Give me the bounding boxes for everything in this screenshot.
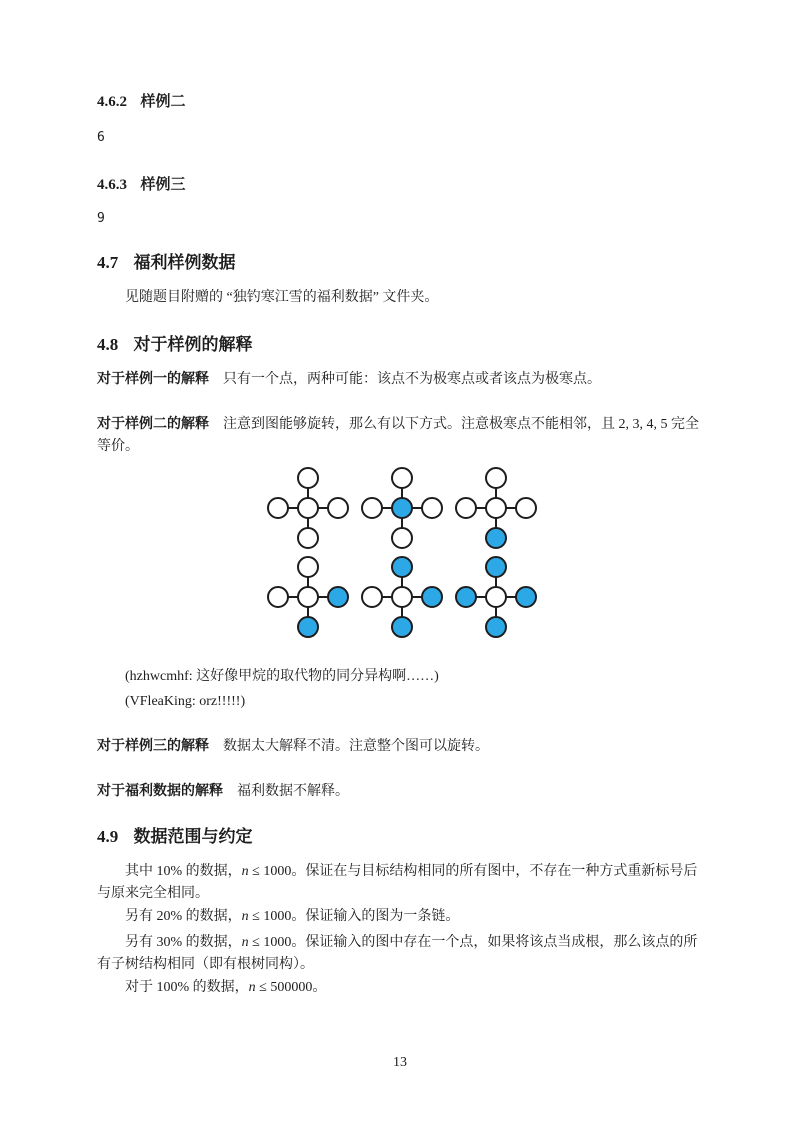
isomer-diagram: [264, 466, 540, 639]
star-graph-3: [452, 466, 540, 550]
star-graph-1: [264, 466, 352, 550]
remark-hzhwcmhf: (hzhwcmhf: 这好像甲烷的取代物的同分异构啊……): [125, 669, 439, 684]
constraint-text: ≤ 500000。: [255, 980, 327, 996]
star-graph-5: [358, 555, 446, 639]
bottom-node-cold: [298, 617, 318, 637]
subsection-number: 4.6.2: [97, 94, 127, 110]
subsection-title: 样例三: [140, 176, 186, 193]
explanation-label: 对于样例二的解释: [97, 417, 209, 432]
bottom-node-cold: [486, 528, 506, 548]
star-graph-4: [264, 555, 352, 639]
explanation-text: 福利数据不解释。: [237, 784, 349, 799]
constraint-text: 对于 100% 的数据，: [125, 980, 249, 996]
explanation-label: 对于福利数据的解释: [97, 784, 223, 799]
bottom-node-cold: [392, 617, 412, 637]
right-node-cold: [328, 587, 348, 607]
left-node: [268, 498, 288, 518]
section-heading-bonus-data: [97, 252, 707, 273]
math-variable-n: n: [248, 980, 256, 996]
section-title: 福利样例数据: [133, 252, 236, 272]
bottom-node: [392, 528, 412, 548]
constraint-text: 另有 20% 的数据，: [125, 909, 242, 925]
explanation-label: 对于样例三的解释: [97, 739, 209, 754]
right-node-cold: [422, 587, 442, 607]
section-heading-data-range: [97, 826, 707, 847]
top-node-cold: [486, 557, 506, 577]
data-range-100pct: [97, 977, 707, 999]
math-variable-n: n: [241, 909, 249, 925]
explanation-text: 数据太大解释不清。注意整个图可以旋转。: [223, 739, 489, 754]
top-node: [392, 468, 412, 488]
right-node: [516, 498, 536, 518]
star-graph-6: [452, 555, 540, 639]
right-node: [328, 498, 348, 518]
subsection-heading-sample3: [97, 176, 707, 195]
center-node-cold: [392, 498, 412, 518]
left-node: [362, 498, 382, 518]
bottom-node-cold: [486, 617, 506, 637]
subsection-number: 4.6.3: [97, 176, 127, 193]
left-node: [268, 587, 288, 607]
data-range-30pct: [97, 932, 707, 976]
explanation-sample1: [97, 369, 707, 391]
section-number: 4.8: [97, 334, 119, 354]
explanation-sample2: [97, 414, 707, 458]
top-node: [486, 468, 506, 488]
bonus-data-paragraph: 见随题目附赠的 “独钓寒江雪的福利数据” 文件夹。: [125, 289, 439, 305]
right-node: [422, 498, 442, 518]
constraint-text: 其中 10% 的数据，: [125, 864, 242, 880]
top-node-cold: [392, 557, 412, 577]
section-title: 对于样例的解释: [133, 334, 253, 354]
bottom-node: [298, 528, 318, 548]
subsection-heading-sample2: [97, 93, 707, 112]
data-range-20pct: [97, 906, 707, 928]
explanation-text: 只有一个点，两种可能：该点不为极寒点或者该点为极寒点。: [223, 372, 601, 387]
top-node: [298, 557, 318, 577]
section-heading-sample-explanations: [97, 334, 707, 355]
explanation-text: 注意到图能够旋转，那么有以下方式。注意极寒点不能相邻，且 2, 3, 4, 5 完全等价。: [97, 417, 699, 454]
section-number: 4.7: [97, 252, 119, 272]
explanation-label: 对于样例一的解释: [97, 372, 209, 387]
page-number: 13: [393, 1055, 407, 1070]
left-node: [362, 587, 382, 607]
sample-output-2: 6: [97, 129, 105, 145]
left-node: [456, 498, 476, 518]
center-node: [298, 587, 318, 607]
constraint-text: 另有 30% 的数据，: [125, 935, 242, 951]
section-number: 4.9: [97, 827, 119, 846]
explanation-sample3: [97, 736, 707, 758]
page-content: [97, 93, 707, 999]
constraint-text: ≤ 1000。保证输入的图中存在一个点，如果将该点当成根，那么该点的所有子树结构相同（即有根树同构）。: [97, 935, 698, 973]
center-node: [298, 498, 318, 518]
math-variable-n: n: [241, 864, 249, 880]
sample-output-3: 9: [97, 210, 105, 226]
section-title: 数据范围与约定: [133, 827, 253, 846]
remark-vfleaking: (VFleaKing: orz!!!!!): [125, 694, 246, 709]
data-range-10pct: [97, 861, 707, 905]
center-node: [486, 587, 506, 607]
left-node-cold: [456, 587, 476, 607]
subsection-title: 样例二: [140, 94, 186, 110]
star-graph-2: [358, 466, 446, 550]
center-node: [392, 587, 412, 607]
center-node: [486, 498, 506, 518]
right-node-cold: [516, 587, 536, 607]
constraint-text: ≤ 1000。保证输入的图为一条链。: [248, 909, 460, 925]
math-variable-n: n: [241, 935, 249, 951]
explanation-bonus: [97, 781, 707, 803]
constraint-text: ≤ 1000。保证在与目标结构相同的所有图中，不存在一种方式重新标号后与原来完全相同。: [97, 864, 698, 902]
top-node: [298, 468, 318, 488]
